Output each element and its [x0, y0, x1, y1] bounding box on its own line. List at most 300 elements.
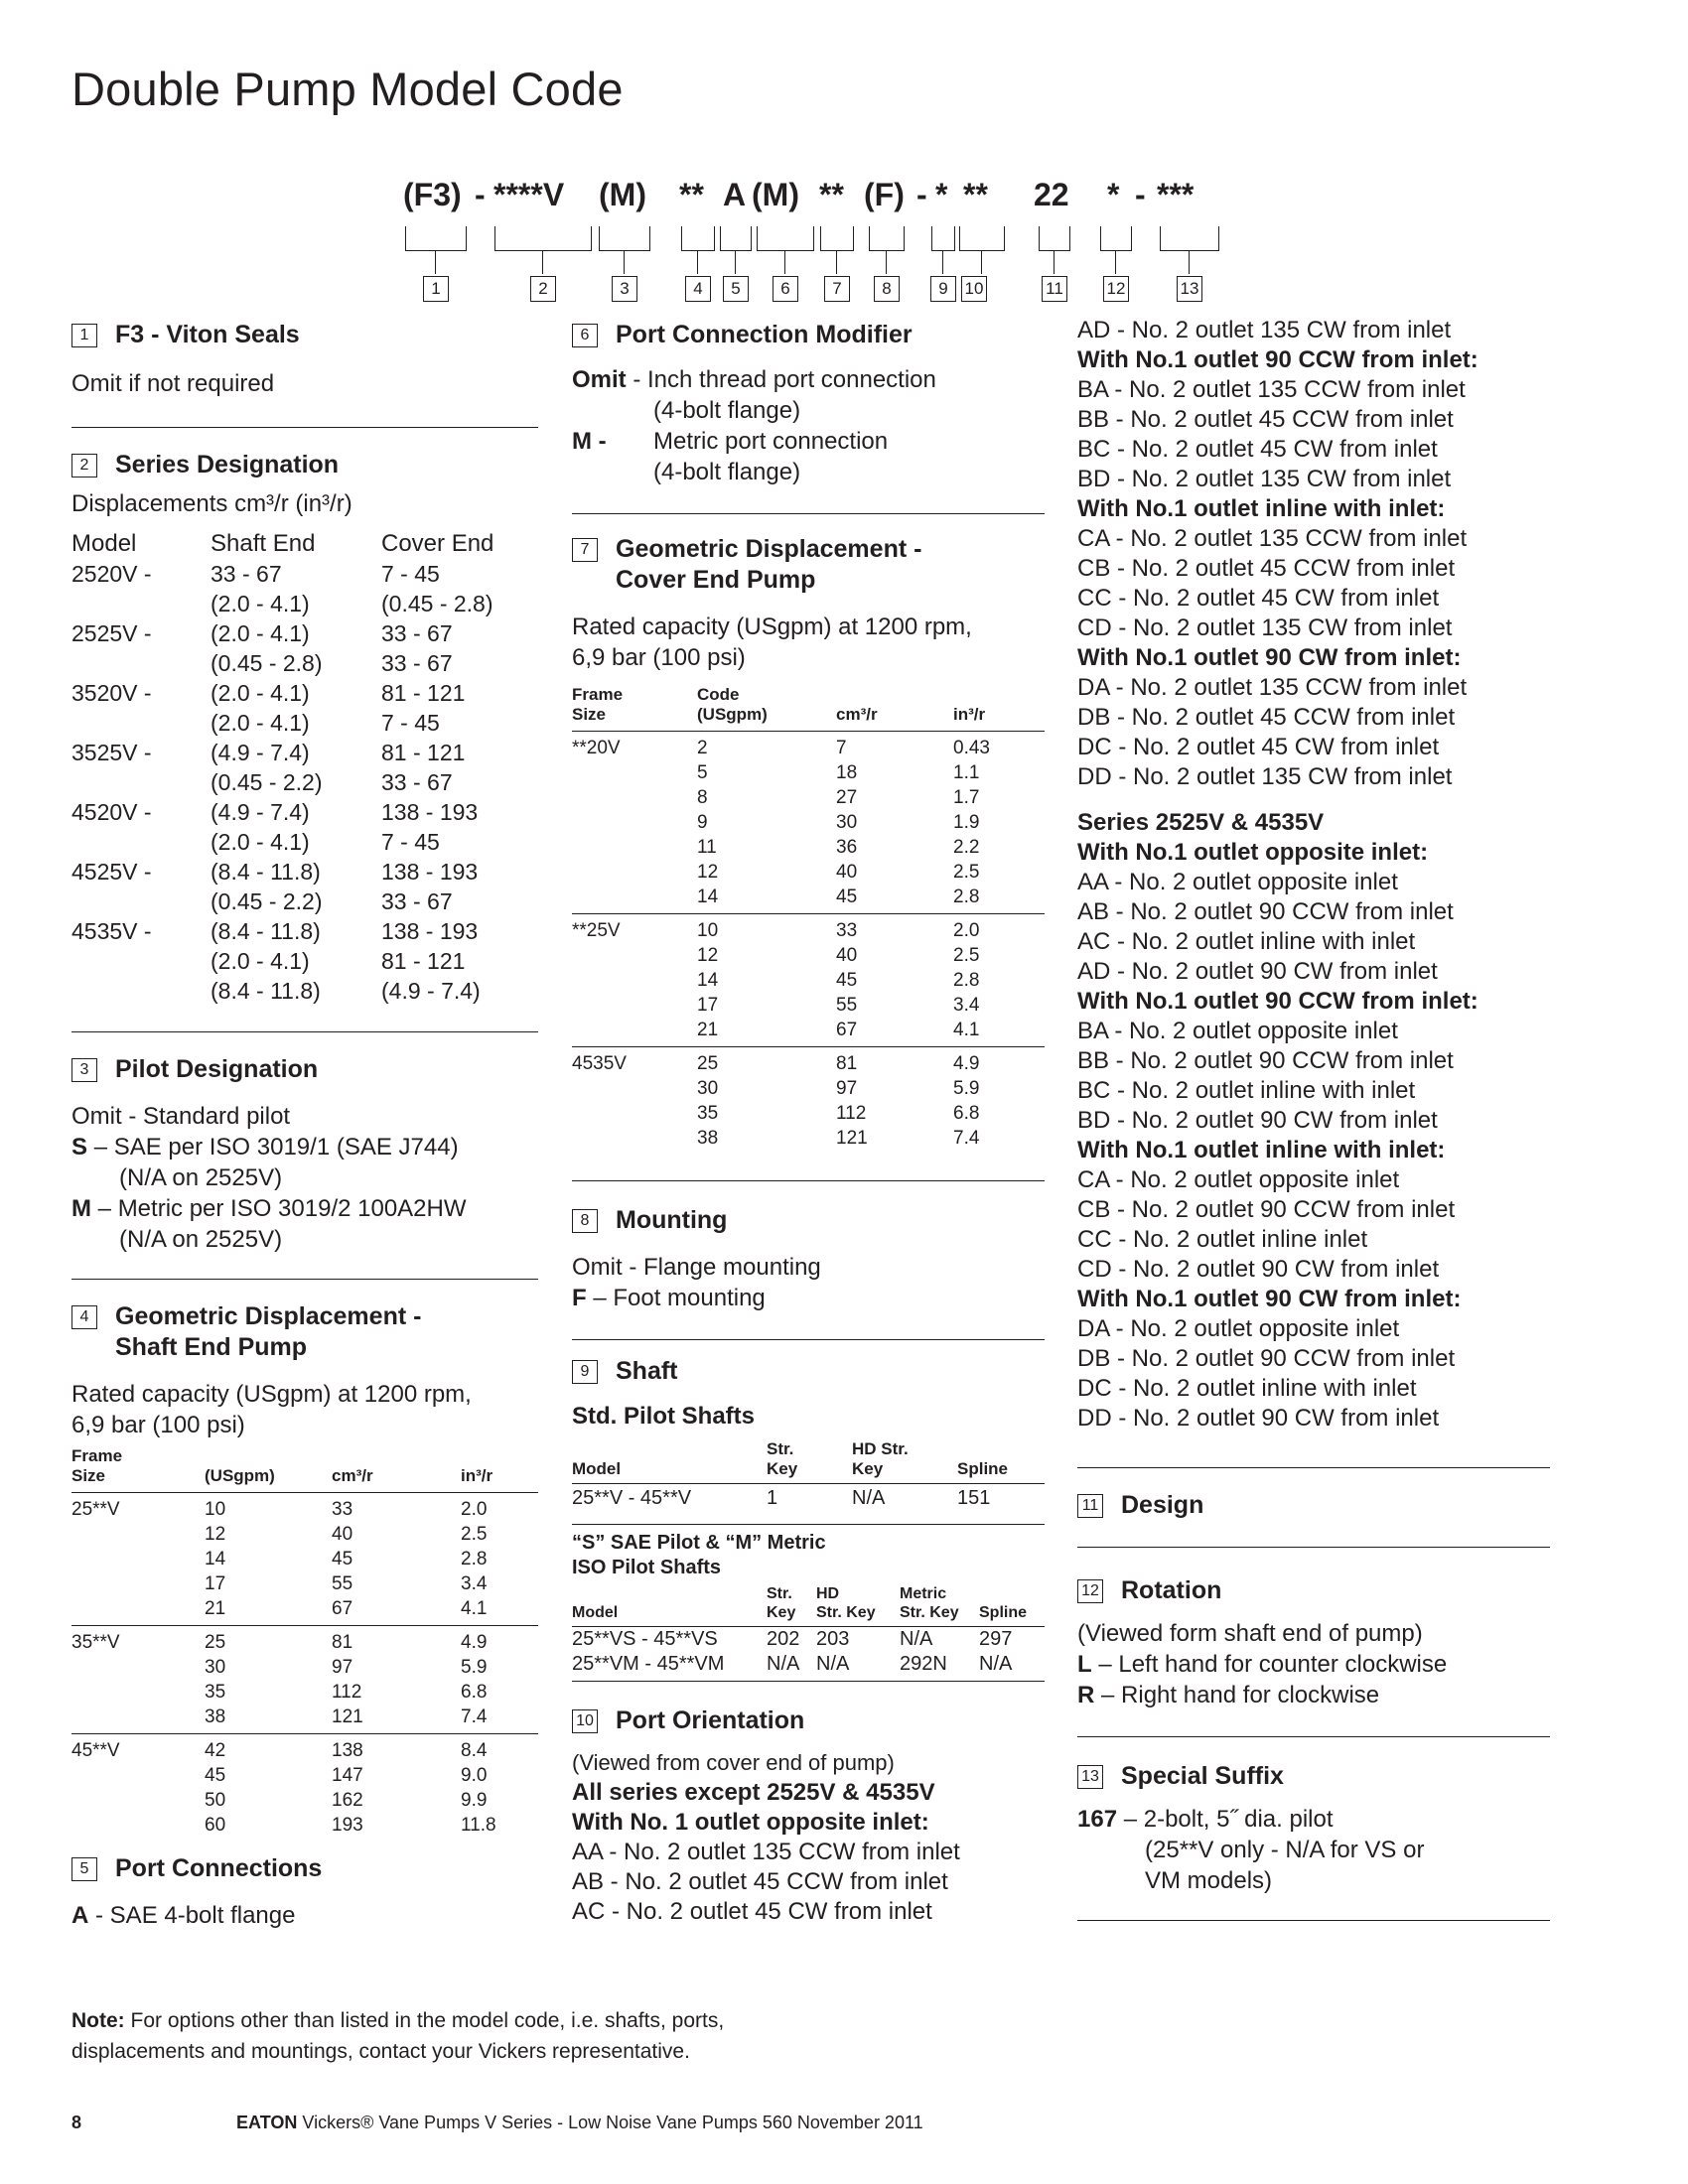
table-cell: (2.0 - 4.1) [211, 829, 310, 855]
cm3: 7 [836, 738, 847, 758]
table-row [71, 887, 493, 916]
orientation-item: BC - No. 2 outlet 45 CW from inlet [1077, 436, 1438, 463]
table-cell: 7 - 45 [381, 561, 440, 587]
table-cell: (0.45 - 2.2) [211, 888, 323, 914]
footnote: Note: For options other than listed in the model code, i.e. shafts, ports, displacements and mountings, contact your Vickers representative. [71, 2009, 725, 2063]
section-6-heading: 6 Port Connection Modifier [572, 320, 1045, 350]
in3: 3.4 [461, 1573, 488, 1594]
cm3: 81 [332, 1632, 353, 1653]
table-cell [71, 767, 211, 797]
table-row [71, 559, 493, 589]
in3: 2.8 [953, 970, 980, 991]
table-row [71, 1655, 538, 1680]
in3: 8.4 [461, 1740, 488, 1761]
in3: 2.5 [461, 1524, 488, 1545]
table-cell: (2.0 - 4.1) [211, 591, 310, 616]
sae-pilot-title: “S” SAE Pilot & “M” Metric ISO Pilot Shafts [572, 1532, 826, 1578]
table-cell: 7 - 45 [381, 710, 440, 736]
cover-end-table: Frame Size Code (USgpm) cm³/r in³/r **20V 2 7 0.43 5 18 1.1 8 27 1.7 9 30 1.9 11 36 2.2 12 40 2.5 14 45 2.8 **25V 10 33 2.0 12 40 2.5 14 45 2.8 17 55 3.4 21 67 4.1 4535V 25 81 4.9 30 97 5.9 35 112 6.8 38 121 7.4 [572, 685, 1045, 1151]
orientation-item: AB - No. 2 outlet 90 CCW from inlet [1077, 898, 1454, 925]
page-number: 8 [71, 2113, 82, 2132]
section-3-heading: 3 Pilot Designation [71, 1054, 538, 1085]
table-cell: 33 - 67 [381, 769, 453, 795]
cm3: 45 [836, 887, 858, 907]
table-cell: 7 - 45 [381, 829, 440, 855]
table-row [71, 618, 493, 648]
table-cell: (2.0 - 4.1) [211, 680, 310, 706]
code-part: *** [1157, 177, 1195, 212]
table-cell: 2520V - [71, 561, 152, 587]
table-cell: (0.45 - 2.2) [211, 769, 323, 795]
in3: 9.9 [461, 1790, 488, 1811]
orientation-group-head: With No.1 outlet 90 CCW from inlet: [1077, 346, 1478, 373]
section-12-heading: 12 Rotation [1077, 1575, 1550, 1606]
table-row [71, 797, 493, 827]
model-code [0, 177, 1688, 226]
in3: 0.43 [953, 738, 990, 758]
code: 21 [205, 1598, 226, 1619]
table-row [71, 678, 493, 708]
in3: 1.7 [953, 787, 980, 808]
cm3: 18 [836, 762, 858, 783]
code: 14 [697, 970, 719, 991]
footer-text: Vickers® Vane Pumps V Series - Low Noise Vane Pumps 560 November 2011 [302, 2113, 923, 2132]
orientation-item: BA - No. 2 outlet opposite inlet [1077, 1018, 1398, 1044]
frame-size [572, 810, 697, 835]
table-cell: (0.45 - 2.8) [211, 650, 323, 676]
code: 30 [697, 1078, 719, 1099]
in3: 2.8 [461, 1549, 488, 1570]
frame-size [572, 760, 697, 785]
table-row [572, 1051, 1045, 1076]
rated-pressure: 6,9 bar (100 psi) [71, 1412, 245, 1438]
orientation-item: CC - No. 2 outlet inline inlet [1077, 1226, 1368, 1253]
table-row [71, 1522, 538, 1547]
page-footer [71, 2113, 923, 2133]
orientation-item: CD - No. 2 outlet 90 CW from inlet [1077, 1256, 1440, 1283]
cm3: 121 [836, 1128, 868, 1149]
code: 17 [205, 1573, 226, 1594]
in3: 2.0 [953, 920, 980, 941]
in3: 1.1 [953, 762, 980, 783]
orientation-item: AC - No. 2 outlet inline with inlet [1077, 928, 1416, 955]
code: 60 [205, 1815, 226, 1836]
code-part: 22 [1034, 177, 1069, 212]
series-2525-4535: Series 2525V & 4535V [1077, 809, 1325, 836]
code-part: * [935, 177, 948, 212]
pilot-s: S – SAE per ISO 3019/1 (SAE J744) [71, 1134, 459, 1160]
table-row [572, 810, 1045, 835]
code: 9 [697, 812, 708, 833]
table-cell [71, 589, 211, 618]
code-position: 4 [685, 276, 711, 302]
table-row [71, 1547, 538, 1571]
frame-size [71, 1763, 205, 1788]
code: 21 [697, 1020, 719, 1040]
orientation-group-head: With No.1 outlet inline with inlet: [1077, 495, 1446, 522]
code: 17 [697, 995, 719, 1016]
code-position: 1 [423, 276, 449, 302]
group-separator [572, 1042, 1045, 1051]
port-mod-m-note: (4-bolt flange) [653, 459, 801, 485]
in3: 4.9 [953, 1053, 980, 1074]
frame-size [572, 785, 697, 810]
table-cell: 138 - 193 [381, 918, 479, 944]
cm3: 36 [836, 837, 858, 858]
code: 8 [697, 787, 708, 808]
in3: 2.5 [953, 945, 980, 966]
code: 5 [697, 762, 708, 783]
orientation-item: DD - No. 2 outlet 90 CW from inlet [1077, 1405, 1440, 1432]
orientation-item: CA - No. 2 outlet opposite inlet [1077, 1166, 1400, 1193]
orientation-item: DB - No. 2 outlet 45 CCW from inlet [1077, 704, 1456, 731]
in3: 2.8 [953, 887, 980, 907]
table-row [71, 1680, 538, 1705]
table-row [71, 1497, 538, 1522]
in3: 9.0 [461, 1765, 488, 1786]
column-left [71, 320, 538, 1931]
table-row [71, 1813, 538, 1838]
cm3: 45 [836, 970, 858, 991]
frame-size: 35**V [71, 1632, 120, 1653]
frame-size [71, 1571, 205, 1596]
table-cell: (2.0 - 4.1) [211, 710, 310, 736]
std-shaft-table: Model Str. Key HD Str. Key Spline 25**V - 45**V 1 N/A 151 [572, 1439, 1045, 1512]
table-cell: 3520V - [71, 680, 152, 706]
cm3: 40 [332, 1524, 353, 1545]
table-cell: (2.0 - 4.1) [211, 620, 310, 646]
orientation-item: AD - No. 2 outlet 90 CW from inlet [1077, 958, 1438, 985]
suffix-note2: VM models) [1145, 1867, 1273, 1894]
table-row [572, 968, 1045, 993]
orientation-item: AD - No. 2 outlet 135 CW from inlet [1077, 317, 1452, 343]
table-cell [71, 887, 211, 916]
frame-size: **25V [572, 920, 621, 941]
rated-pressure: 6,9 bar (100 psi) [572, 644, 746, 671]
rotation-left: L – Left hand for counter clockwise [1077, 1651, 1448, 1678]
orientation-group-head: With No.1 outlet 90 CW from inlet: [1077, 644, 1462, 671]
cm3: 33 [332, 1499, 353, 1520]
code-part: * [1107, 177, 1120, 212]
table-row [572, 860, 1045, 885]
table-cell: (4.9 - 7.4) [381, 978, 481, 1004]
cm3: 138 [332, 1740, 363, 1761]
cm3: 67 [332, 1598, 353, 1619]
code: 11 [697, 837, 717, 858]
table-cell: 81 - 121 [381, 948, 466, 974]
section-4-heading: 4 Geometric Displacement - Shaft End Pump [71, 1301, 538, 1363]
in3: 2.5 [953, 862, 980, 883]
section-1-text: Omit if not required [71, 370, 275, 397]
code-position: 5 [723, 276, 749, 302]
suffix-note1: (25**V only - N/A for VS or [1145, 1837, 1425, 1863]
code: 2 [697, 738, 708, 758]
section-1-heading: 1 F3 - Viton Seals [71, 320, 538, 350]
in3: 6.8 [461, 1682, 488, 1703]
pilot-omit: Omit - Standard pilot [71, 1103, 291, 1130]
shaft-end-table: Frame Size (USgpm) cm³/r in³/r 25**V 10 33 2.0 12 40 2.5 14 45 2.8 17 55 3.4 21 67 4.1 35**V 25 81 4.9 30 97 5.9 35 112 6.8 38 121 7.4 45**V 42 138 8.4 45 147 9.0 50 162 9.9 60 193 11.8 [71, 1446, 538, 1838]
orientation-item: DD - No. 2 outlet 135 CW from inlet [1077, 763, 1453, 790]
orientation-item: DA - No. 2 outlet 135 CCW from inlet [1077, 674, 1468, 701]
table-row [71, 648, 493, 678]
group-separator [71, 1729, 538, 1738]
group-separator [71, 1486, 538, 1497]
orientation-item: CB - No. 2 outlet 45 CCW from inlet [1077, 555, 1456, 582]
frame-size [572, 835, 697, 860]
frame-size [572, 943, 697, 968]
rated-capacity: Rated capacity (USgpm) at 1200 rpm, [71, 1381, 472, 1408]
table-cell: 81 - 121 [381, 680, 466, 706]
section-10-heading: 10 Port Orientation [572, 1706, 1045, 1736]
series-table: Model Shaft End Cover End 2520V - 33 - 67 7 - 45 (2.0 - 4.1) (0.45 - 2.8) 2525V - (2.0 - 4.1) 33 - 67 (0.45 - 2.8) 33 - 67 3520V - (2.0 - 4.1) 81 - 121 (2.0 - 4.1) 7 - 45 3525V - (4.9 - 7.4) 81 - 121 (0.45 - 2.2) 33 - 67 4520V - (4.9 - 7.4) 138 - 193 (2.0 - 4.1) 7 - 45 4525V - (8.4 - 11.8) 138 - 193 (0.45 - 2.2) 33 - 67 4535V - (8.4 - 11.8) 138 - 193 (2.0 - 4.1) 81 - 121 (8.4 - 11.8) (4.9 - 7.4) [71, 530, 494, 1004]
table-row [572, 1018, 1045, 1042]
table-cell: 138 - 193 [381, 799, 479, 825]
table-row [572, 918, 1045, 943]
code-position: 6 [773, 276, 798, 302]
sae-shaft-table: Model Str. Key HD Str. Key Metric Str. Key Spline 25**VS - 45**VS 202 203 N/A 297 25**VM - 45**VM N/A N/A 292N N/A [572, 1584, 1045, 1677]
table-cell: 33 - 67 [381, 888, 453, 914]
table-cell [71, 946, 211, 976]
code-position: 8 [874, 276, 900, 302]
code: 38 [697, 1128, 719, 1149]
code-part: ****V [493, 177, 565, 212]
table-cell [71, 827, 211, 857]
table-row [572, 943, 1045, 968]
orientation-item: CB - No. 2 outlet 90 CCW from inlet [1077, 1196, 1456, 1223]
cm3: 40 [836, 945, 858, 966]
code-part: - [475, 177, 486, 212]
code: 30 [205, 1657, 226, 1678]
code-part: - [916, 177, 927, 212]
frame-size [572, 1101, 697, 1126]
orientation-item: AB - No. 2 outlet 45 CCW from inlet [572, 1868, 948, 1895]
table-row [71, 708, 493, 738]
section-7-heading: 7 Geometric Displacement - Cover End Pump [572, 534, 1045, 596]
orientation-item: DC - No. 2 outlet 45 CW from inlet [1077, 734, 1440, 760]
pilot-m-note: (N/A on 2525V) [119, 1226, 283, 1253]
in3: 7.4 [953, 1128, 980, 1149]
frame-size [572, 968, 697, 993]
frame-size: 25**V [71, 1499, 120, 1520]
in3: 4.9 [461, 1632, 488, 1653]
pilot-s-note: (N/A on 2525V) [119, 1164, 283, 1191]
orientation-opposite: With No. 1 outlet opposite inlet: [572, 1809, 929, 1836]
table-row [572, 885, 1045, 909]
in3: 2.0 [461, 1499, 488, 1520]
in3: 7.4 [461, 1706, 488, 1727]
table-row [71, 1571, 538, 1596]
rotation-viewed: (Viewed form shaft end of pump) [1077, 1620, 1423, 1647]
port-mod-omit: Omit - Inch thread port connection [572, 366, 936, 393]
section-2-heading: 2 Series Designation [71, 450, 538, 480]
code-part: - [1135, 177, 1146, 212]
frame-size [71, 1547, 205, 1571]
cm3: 97 [836, 1078, 858, 1099]
page-title: Double Pump Model Code [71, 63, 624, 115]
table-row [71, 827, 493, 857]
cm3: 112 [332, 1682, 362, 1703]
table-cell [71, 976, 211, 1006]
code: 10 [697, 920, 719, 941]
frame-size [71, 1680, 205, 1705]
orientation-all-series: All series except 2525V & 4535V [572, 1779, 935, 1806]
cm3: 33 [836, 920, 858, 941]
table-cell: 4520V - [71, 799, 152, 825]
in3: 4.1 [461, 1598, 488, 1619]
table-row [572, 1076, 1045, 1101]
table-cell: (4.9 - 7.4) [211, 740, 310, 765]
code: 25 [205, 1632, 226, 1653]
orientation-item: AC - No. 2 outlet 45 CW from inlet [572, 1898, 932, 1925]
port-connection: A - SAE 4-bolt flange [71, 1902, 296, 1929]
code: 14 [697, 887, 719, 907]
code: 25 [697, 1053, 719, 1074]
code-position: 12 [1103, 276, 1129, 302]
table-cell [71, 708, 211, 738]
in3: 4.1 [953, 1020, 980, 1040]
code: 35 [697, 1103, 719, 1124]
code-position: 2 [530, 276, 556, 302]
cm3: 147 [332, 1765, 363, 1786]
code-position: 11 [1042, 276, 1067, 302]
rotation-right: R – Right hand for clockwise [1077, 1682, 1380, 1708]
table-row [572, 993, 1045, 1018]
frame-size [71, 1788, 205, 1813]
table-row [71, 916, 493, 946]
table-row [71, 589, 493, 618]
code: 12 [697, 862, 719, 883]
orientation-item: BA - No. 2 outlet 135 CCW from inlet [1077, 376, 1466, 403]
orientation-item: DC - No. 2 outlet inline with inlet [1077, 1375, 1417, 1402]
table-row [71, 976, 493, 1006]
cm3: 40 [836, 862, 858, 883]
table-row [71, 767, 493, 797]
table-row [572, 760, 1045, 785]
frame-size [572, 1018, 697, 1042]
code: 38 [205, 1706, 226, 1727]
table-cell: (4.9 - 7.4) [211, 799, 310, 825]
code-position: 9 [930, 276, 956, 302]
table-row [572, 1101, 1045, 1126]
table-cell: 3525V - [71, 740, 152, 765]
orientation-item: AA - No. 2 outlet 135 CCW from inlet [572, 1839, 960, 1865]
cm3: 67 [836, 1020, 858, 1040]
orientation-group-head: With No.1 outlet inline with inlet: [1077, 1137, 1446, 1163]
table-cell: 33 - 67 [381, 620, 453, 646]
orientation-group-head: With No.1 outlet 90 CCW from inlet: [1077, 988, 1478, 1015]
orientation-item: DB - No. 2 outlet 90 CCW from inlet [1077, 1345, 1456, 1372]
code: 45 [205, 1765, 226, 1786]
code: 12 [205, 1524, 226, 1545]
code-part: ** [819, 177, 844, 212]
orientation-item: CA - No. 2 outlet 135 CCW from inlet [1077, 525, 1468, 552]
frame-size [71, 1596, 205, 1621]
table-cell: (2.0 - 4.1) [211, 948, 310, 974]
frame-size: 4535V [572, 1053, 627, 1074]
group-separator [71, 1621, 538, 1630]
in3: 11.8 [461, 1815, 496, 1836]
table-row [71, 1763, 538, 1788]
frame-size [572, 993, 697, 1018]
orientation-item: BD - No. 2 outlet 135 CW from inlet [1077, 466, 1452, 492]
table-cell: (8.4 - 11.8) [211, 859, 321, 885]
in3: 2.2 [953, 837, 980, 858]
section-5-heading: 5 Port Connections [71, 1853, 538, 1884]
port-mod-omit-note: (4-bolt flange) [653, 397, 801, 424]
section-8-heading: 8 Mounting [572, 1205, 1045, 1236]
column-middle [572, 320, 1045, 1927]
cm3: 30 [836, 812, 858, 833]
table-row [71, 738, 493, 767]
orientation-item: DA - No. 2 outlet opposite inlet [1077, 1315, 1400, 1342]
table-row [71, 1738, 538, 1763]
in3: 1.9 [953, 812, 980, 833]
frame-size: 45**V [71, 1740, 120, 1761]
table-cell: (8.4 - 11.8) [211, 918, 321, 944]
rated-capacity: Rated capacity (USgpm) at 1200 rpm, [572, 614, 972, 640]
code-part: (M) [752, 177, 799, 212]
mounting-omit: Omit - Flange mounting [572, 1254, 821, 1281]
table-cell [71, 648, 211, 678]
cm3: 193 [332, 1815, 363, 1836]
code-position: 13 [1177, 276, 1202, 302]
code-part: ** [679, 177, 704, 212]
frame-size [71, 1655, 205, 1680]
table-cell: 2525V - [71, 620, 152, 646]
orientation-item: BB - No. 2 outlet 90 CCW from inlet [1077, 1047, 1454, 1074]
table-cell: 33 - 67 [211, 561, 282, 587]
frame-size [572, 885, 697, 909]
code-part: ** [963, 177, 988, 212]
orientation-group-head: With No.1 outlet 90 CW from inlet: [1077, 1286, 1462, 1312]
table-cell: 4525V - [71, 859, 152, 885]
table-row [71, 1630, 538, 1655]
frame-size [572, 1076, 697, 1101]
table-row [71, 1596, 538, 1621]
cm3: 27 [836, 787, 858, 808]
mounting-foot: F – Foot mounting [572, 1285, 766, 1311]
orientation-item: BD - No. 2 outlet 90 CW from inlet [1077, 1107, 1438, 1134]
cm3: 55 [332, 1573, 353, 1594]
code-part: (F) [864, 177, 905, 212]
orientation-item: CD - No. 2 outlet 135 CW from inlet [1077, 614, 1453, 641]
table-cell: (8.4 - 11.8) [211, 978, 321, 1004]
code-position: 7 [824, 276, 850, 302]
column-right [1077, 316, 1550, 1921]
code: 10 [205, 1499, 226, 1520]
series-units: Displacements cm³/r (in³/r) [71, 490, 352, 517]
frame-size [572, 1126, 697, 1151]
cm3: 81 [836, 1053, 858, 1074]
code: 50 [205, 1790, 226, 1811]
group-separator [572, 909, 1045, 918]
cm3: 55 [836, 995, 858, 1016]
frame-size [71, 1522, 205, 1547]
table-row [71, 1788, 538, 1813]
std-pilot-shafts: Std. Pilot Shafts [572, 1403, 756, 1430]
table-cell: 138 - 193 [381, 859, 479, 885]
table-cell: 33 - 67 [381, 650, 453, 676]
cm3: 45 [332, 1549, 353, 1570]
table-row [572, 835, 1045, 860]
cm3: 97 [332, 1657, 353, 1678]
code: 42 [205, 1740, 226, 1761]
code: 14 [205, 1549, 226, 1570]
code-position: 10 [961, 276, 987, 302]
table-cell: 81 - 121 [381, 740, 466, 765]
table-row [572, 1126, 1045, 1151]
table-cell: (0.45 - 2.8) [381, 591, 493, 616]
